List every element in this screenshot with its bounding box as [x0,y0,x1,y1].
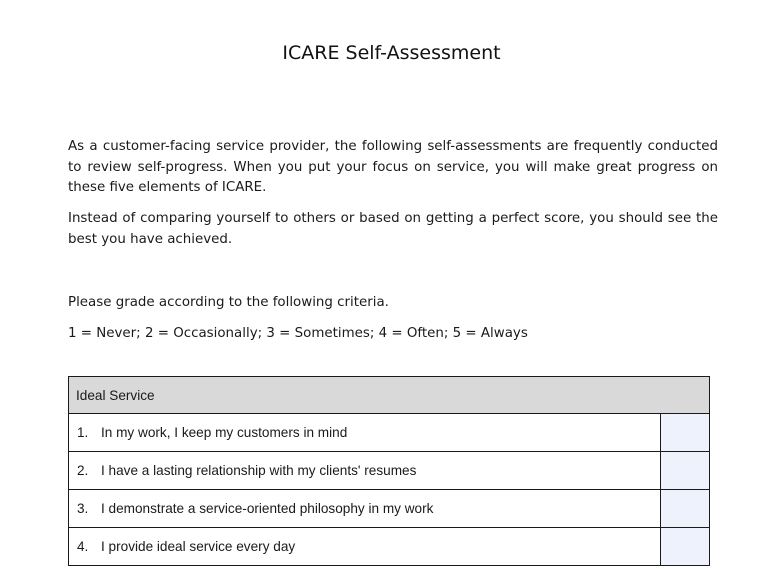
score-input[interactable] [661,452,710,490]
item-text: I have a lasting relationship with my clients' resumes [101,463,417,478]
score-input[interactable] [661,414,710,452]
guidance-paragraph: Instead of comparing yourself to others or based on getting a perfect score, you should see the best you have achieved. [68,211,718,247]
section-header: Ideal Service [69,377,710,414]
grading-instruction: Please grade according to the following criteria. [68,295,389,310]
item-cell [69,528,661,566]
intro-paragraph: As a customer-facing service provider, the following self-assessments are frequently conducted to review self-progress. When you put your focus on service, you will make great progress on these five elements of ICARE. [68,139,718,195]
page-title: ICARE Self-Assessment [282,42,501,64]
assessment-table [68,376,710,566]
table-row [69,528,710,566]
item-cell [69,490,661,528]
score-input[interactable] [661,490,710,528]
item-text: In my work, I keep my customers in mind [101,425,348,440]
item-number: 2. [77,463,89,478]
table-row [69,490,710,528]
item-number: 3. [77,501,89,516]
table-row [69,452,710,490]
grading-scale: 1 = Never; 2 = Occasionally; 3 = Sometimes; 4 = Often; 5 = Always [68,326,528,341]
score-input[interactable] [661,528,710,566]
item-number: 1. [77,425,89,440]
item-cell [69,414,661,452]
item-text: I provide ideal service every day [101,539,296,554]
table-row [69,414,710,452]
item-number: 4. [77,539,89,554]
item-text: I demonstrate a service-oriented philosophy in my work [101,501,434,516]
item-cell [69,452,661,490]
section-header-row [69,377,710,414]
